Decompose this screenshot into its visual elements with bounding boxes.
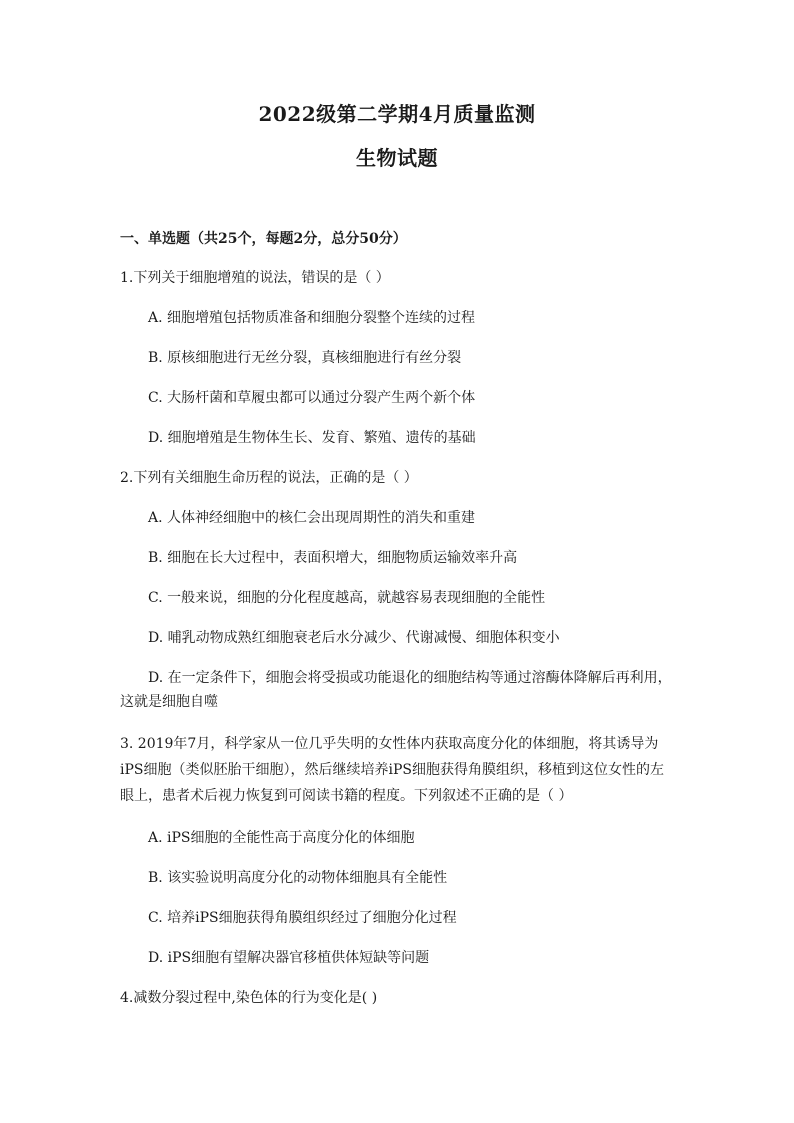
exam-title: 2022级第二学期4月质量监测: [258, 102, 536, 126]
question-2-option-b: B. 细胞在长大过程中，表面积增大，细胞物质运输效率升高: [148, 550, 518, 566]
question-3-option-d: D. iPS细胞有望解决器官移植供体短缺等问题: [148, 950, 430, 966]
question-3-option-a: A. iPS细胞的全能性高于高度分化的体细胞: [148, 830, 415, 846]
question-2-option-d2: D. 在一定条件下，细胞会将受损或功能退化的细胞结构等通过溶酶体降解后再利用，: [148, 670, 672, 686]
question-2-option-d: D. 哺乳动物成熟红细胞衰老后水分减少、代谢减慢、细胞体积变小: [148, 630, 560, 646]
question-3-option-c: C. 培养iPS细胞获得角膜组织经过了细胞分化过程: [148, 910, 457, 926]
question-1-option-c: C. 大肠杆菌和草履虫都可以通过分裂产生两个新个体: [148, 390, 476, 406]
question-4-stem: 4.减数分裂过程中,染色体的行为变化是( ): [120, 990, 378, 1006]
question-2-option-c: C. 一般来说，细胞的分化程度越高，就越容易表现细胞的全能性: [148, 590, 546, 606]
question-3-stem-line-1: 3. 2019年7月，科学家从一位几乎失明的女性体内获取高度分化的体细胞，将其诱导为: [120, 736, 659, 752]
question-3-stem-line-3: 眼上，患者术后视力恢复到可阅读书籍的程度。下列叙述不正确的是（ ）: [120, 788, 573, 804]
question-3-stem-line-2: iPS细胞（类似胚胎干细胞），然后继续培养iPS细胞获得角膜组织，移植到这位女性的左: [120, 762, 664, 778]
question-1-option-a: A. 细胞增殖包括物质准备和细胞分裂整个连续的过程: [148, 310, 476, 326]
question-1-stem: 1.下列关于细胞增殖的说法，错误的是（ ）: [120, 270, 390, 286]
question-1-option-b: B. 原核细胞进行无丝分裂，真核细胞进行有丝分裂: [148, 350, 462, 366]
question-2-option-a: A. 人体神经细胞中的核仁会出现周期性的消失和重建: [148, 510, 476, 526]
question-2-option-d2-continuation: 这就是细胞自噬: [120, 694, 218, 710]
question-1-option-d: D. 细胞增殖是生物体生长、发育、繁殖、遗传的基础: [148, 430, 476, 446]
question-2-stem: 2.下列有关细胞生命历程的说法，正确的是（ ）: [120, 470, 418, 486]
question-3-option-b: B. 该实验说明高度分化的动物体细胞具有全能性: [148, 870, 448, 886]
section-heading: 一、单选题（共25个，每题2分，总分50分）: [120, 231, 407, 247]
exam-subtitle: 生物试题: [356, 146, 438, 170]
